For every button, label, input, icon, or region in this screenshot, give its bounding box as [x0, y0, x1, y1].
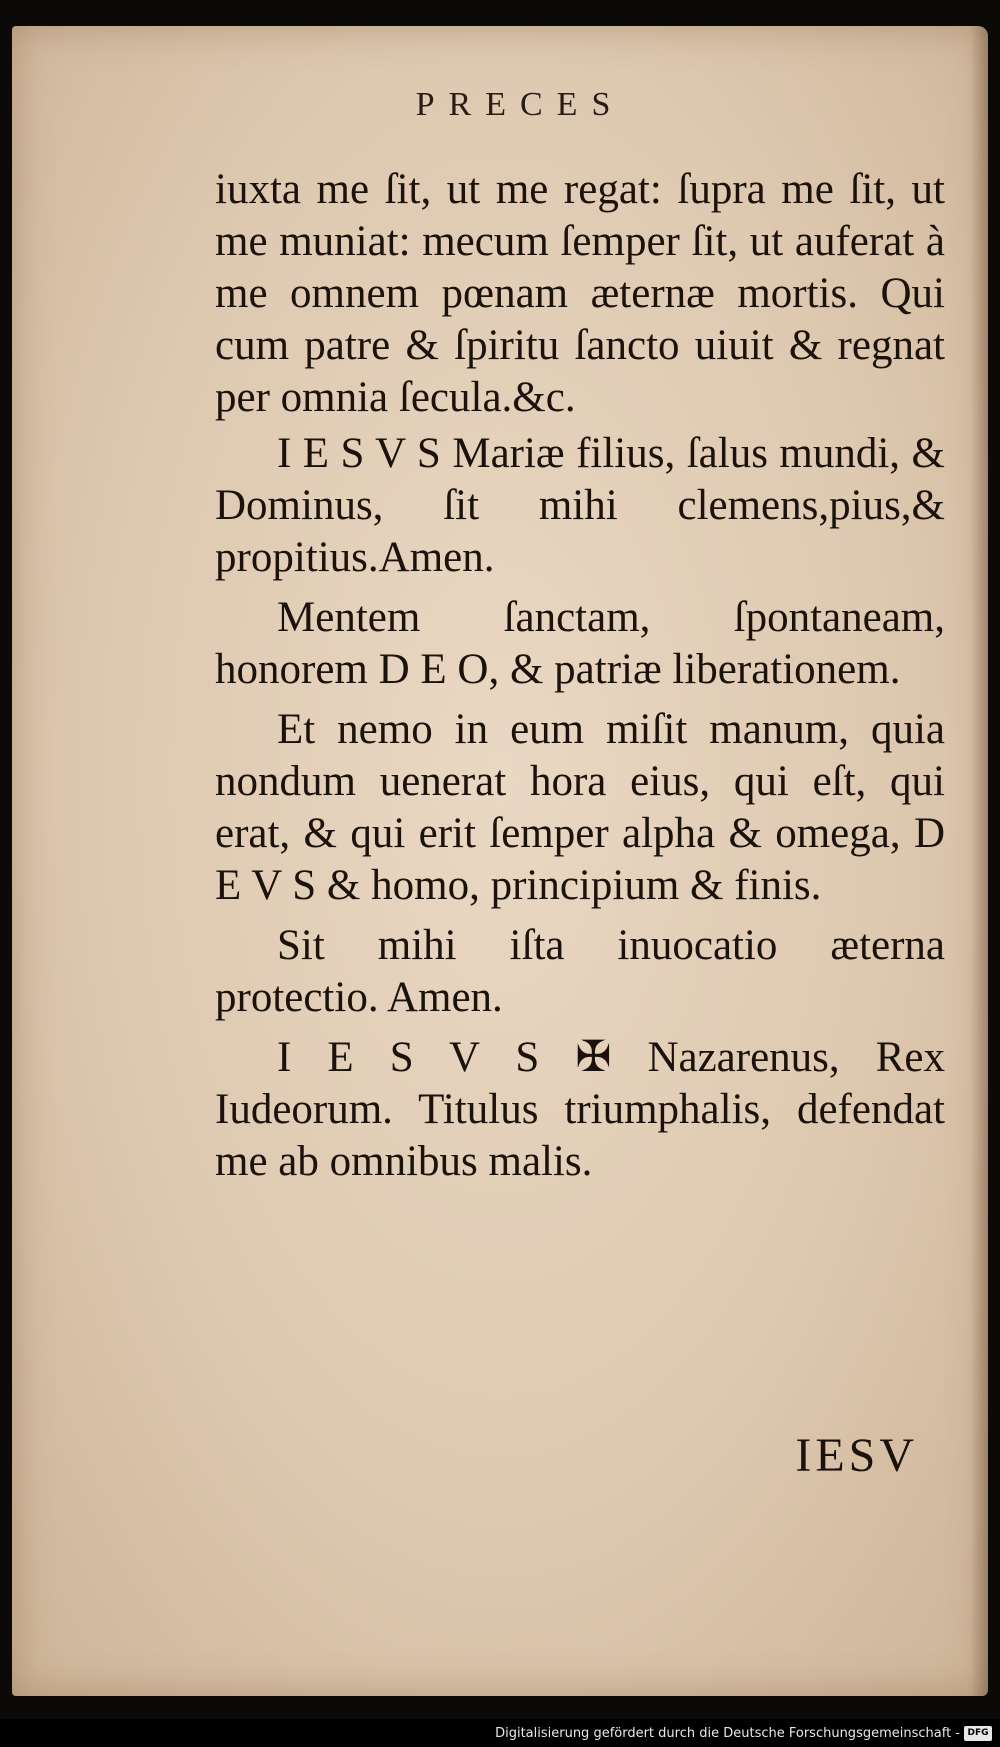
book-page — [12, 26, 988, 1696]
running-head: PRECES — [415, 86, 625, 123]
paragraph-prayer-end: iuxta me ſit, ut me regat: ſupra me ſit, ut me muniat: mecum ſemper ſit, ut auferat à me omnem pœnam æternæ mortis. Qui cum patre & ſpiritu ſancto uiuit & regnat per omnia ſecula.&c. — [215, 166, 945, 421]
footer-bar — [0, 1719, 1000, 1747]
page-edge-shadow — [970, 26, 988, 1696]
paragraph-sit-mihi: Sit mihi iſta inuocatio æterna protectio. Amen. — [215, 922, 945, 1021]
paragraph-mentem-sanctam: Mentem ſanctam, ſpontaneam, honorem D E O, & patriæ liberationem. — [215, 594, 945, 693]
paragraph-et-nemo: Et nemo in eum miſit manum, quia nondum uenerat hora eius, qui eſt, qui erat, & qui erit ſemper alpha & omega, D E V S & homo, principium & finis. — [215, 706, 945, 909]
footer-credit: Digitalisierung gefördert durch die Deutsche Forschungsgemeinschaft - — [495, 1726, 960, 1741]
paragraph-iesus-mariae: I E S V S Mariæ filius, ſalus mundi, & Dominus, ſit mihi clemens,pius,& propitius.Amen. — [215, 430, 945, 581]
body-text — [215, 164, 945, 1196]
paragraph-iesus-nazarenus: I E S V S ✠ Nazarenus, Rex Iudeorum. Titulus triumphalis, defendat me ab omnibus malis. — [215, 1034, 945, 1185]
catchword: IESV — [795, 1429, 918, 1482]
dfg-logo-icon: DFG — [964, 1726, 992, 1741]
